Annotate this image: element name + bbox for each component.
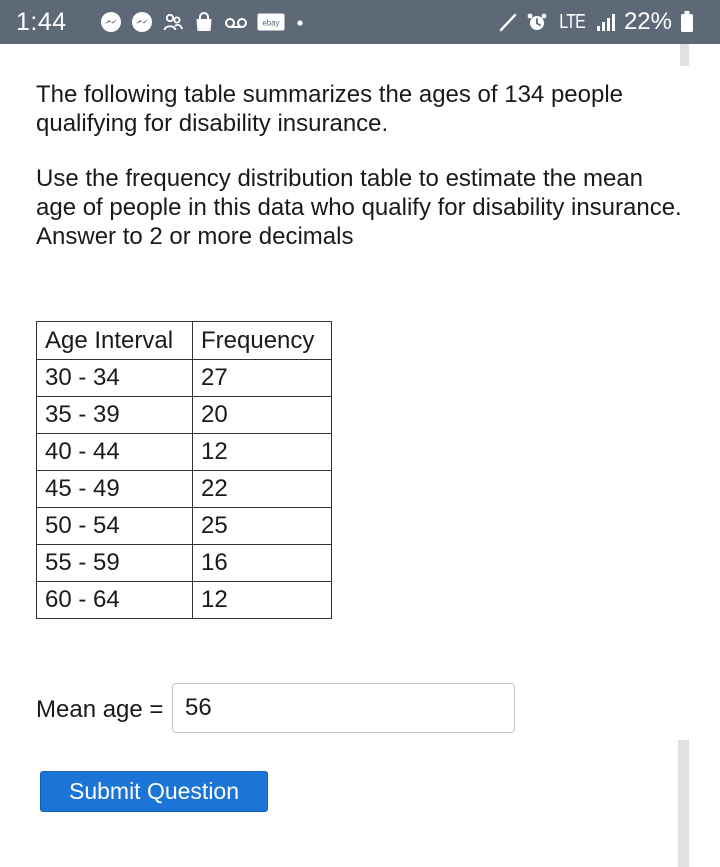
scrollbar-track[interactable] xyxy=(678,740,689,867)
question-instruction: Use the frequency distribution table to estimate the mean age of people in this data who qualify for disability insurance. Answer to 2 or more decimals xyxy=(36,165,682,250)
table-header-frequency: Frequency xyxy=(193,322,332,360)
submit-question-button[interactable]: Submit Question xyxy=(40,771,268,812)
mean-age-label: Mean age = xyxy=(36,696,164,723)
table-row xyxy=(37,582,332,619)
battery-icon xyxy=(680,10,694,34)
frequency-cell: 16 xyxy=(193,545,332,582)
table-row xyxy=(37,434,332,471)
mean-age-input[interactable] xyxy=(172,683,515,733)
status-bar xyxy=(0,0,720,44)
network-type: LTE xyxy=(558,10,585,33)
frequency-cell: 25 xyxy=(193,508,332,545)
table-header-age-interval: Age Interval xyxy=(37,322,193,360)
alarm-icon xyxy=(526,11,548,33)
age-interval-cell: 60 - 64 xyxy=(37,582,193,619)
frequency-cell: 12 xyxy=(193,434,332,471)
age-interval-cell: 40 - 44 xyxy=(37,434,193,471)
table-row xyxy=(37,360,332,397)
question-intro: The following table summarizes the ages of 134 people qualifying for disability insurance. xyxy=(36,81,624,137)
frequency-table xyxy=(36,321,332,619)
frequency-cell: 22 xyxy=(193,471,332,508)
table-row xyxy=(37,471,332,508)
voicemail-icon xyxy=(224,11,248,33)
age-interval-cell: 35 - 39 xyxy=(37,397,193,434)
status-indicators xyxy=(498,7,694,37)
age-interval-cell: 50 - 54 xyxy=(37,508,193,545)
status-time: 1:44 xyxy=(16,8,67,36)
shopping-bag-icon xyxy=(193,11,215,33)
edit-icon xyxy=(498,11,518,33)
frequency-cell: 12 xyxy=(193,582,332,619)
ebay-icon xyxy=(257,11,285,33)
dot-icon xyxy=(294,11,306,33)
messenger-icon xyxy=(100,11,122,33)
messenger-icon xyxy=(131,11,153,33)
table-row xyxy=(37,508,332,545)
table-header-row xyxy=(37,322,332,360)
frequency-cell: 27 xyxy=(193,360,332,397)
age-interval-cell: 45 - 49 xyxy=(37,471,193,508)
svg-text:ebay: ebay xyxy=(262,18,280,28)
age-interval-cell: 55 - 59 xyxy=(37,545,193,582)
battery-percent: 22% xyxy=(623,8,672,35)
team-icon xyxy=(162,11,184,33)
age-interval-cell: 30 - 34 xyxy=(37,360,193,397)
notification-icons xyxy=(100,10,306,34)
frequency-cell: 20 xyxy=(193,397,332,434)
table-row xyxy=(37,397,332,434)
table-row xyxy=(37,545,332,582)
scrollbar-thumb[interactable] xyxy=(680,44,689,66)
signal-icon xyxy=(596,11,616,33)
